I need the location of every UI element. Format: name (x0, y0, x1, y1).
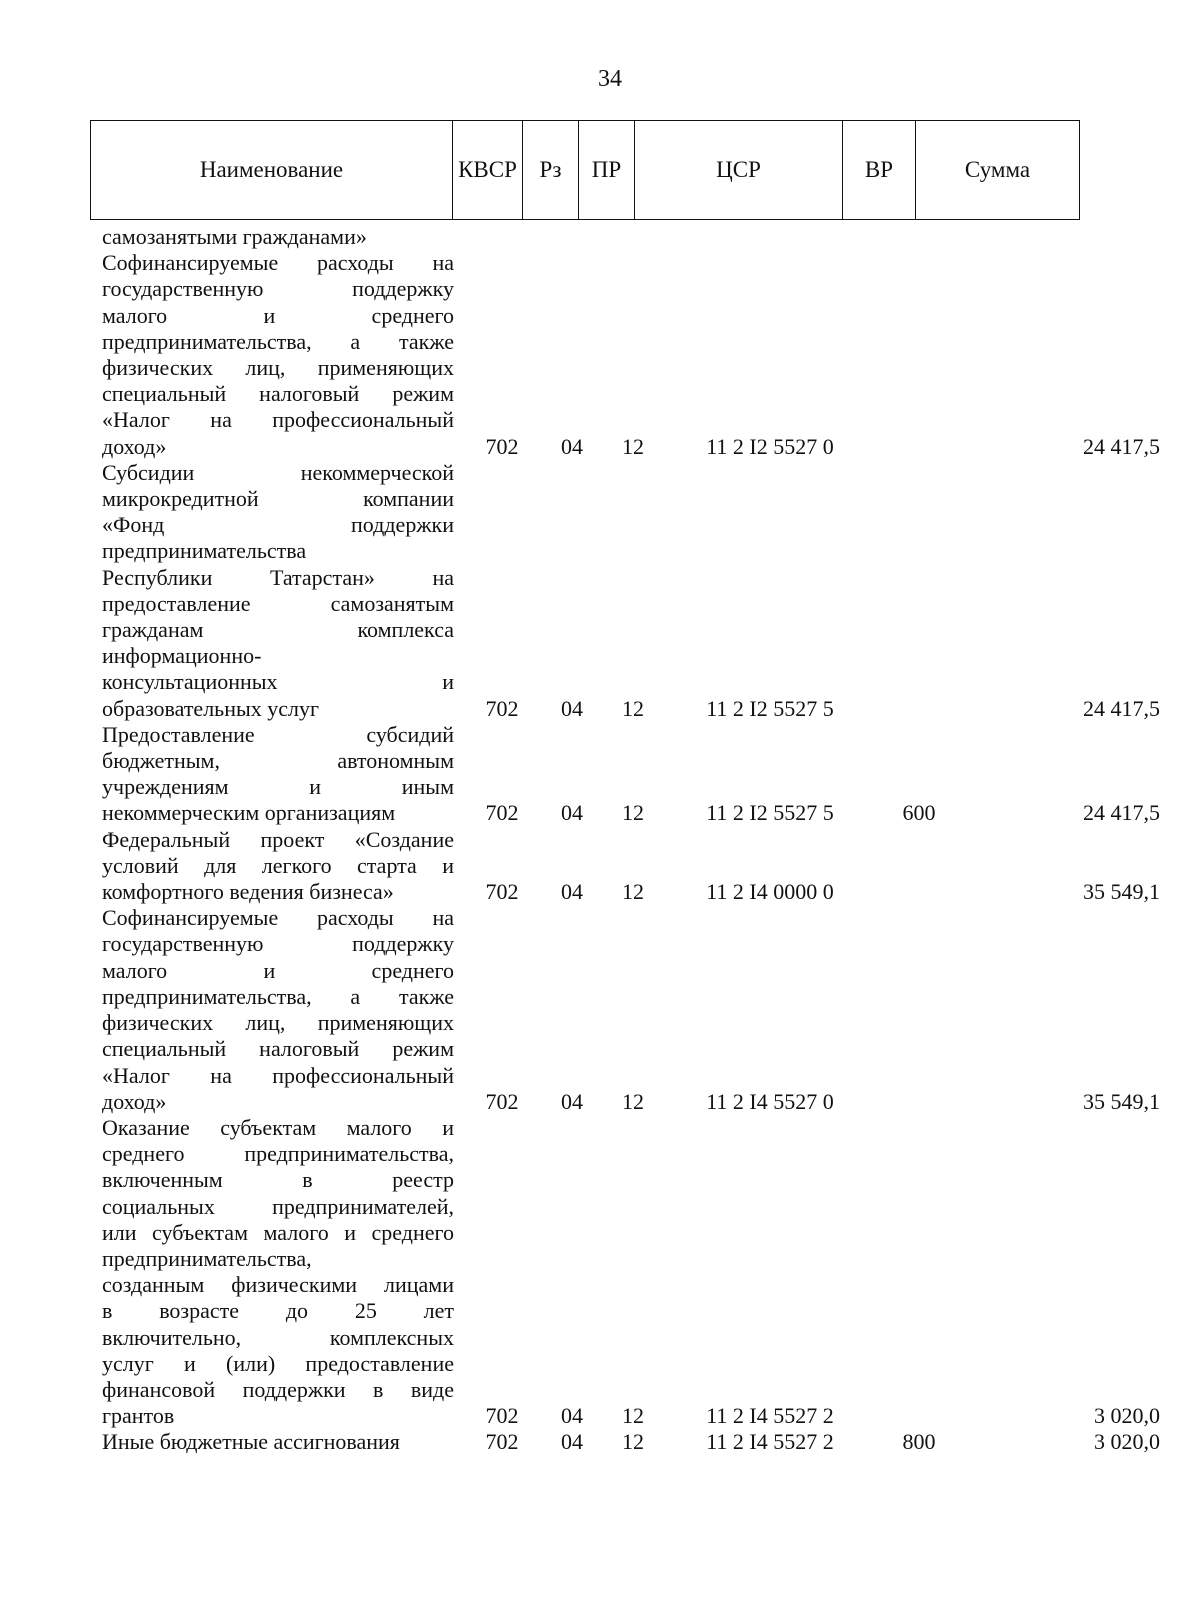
row-pr: 12 (622, 1403, 644, 1429)
row-name-line: среднего предпринимательства, (102, 1141, 454, 1167)
row-csr: 11 2 I4 5527 0 (706, 1088, 834, 1114)
row-rz: 04 (561, 695, 583, 721)
row-name-line: условий для легкого старта и (102, 852, 454, 878)
row-name-line: малого и среднего (102, 302, 454, 328)
row-name-line: предпринимательства (102, 538, 307, 564)
row-name-line: Иные бюджетные ассигнования (102, 1429, 400, 1455)
row-name-line: грантов (102, 1403, 175, 1429)
row-name-line: гражданам комплекса (102, 617, 454, 643)
row-csr: 11 2 I2 5527 5 (706, 695, 834, 721)
row-rz: 04 (561, 433, 583, 459)
row-name-line: услуг и (или) предоставление (102, 1350, 454, 1376)
row-name-line: специальный налоговый режим (102, 381, 454, 407)
row-pr: 12 (622, 879, 644, 905)
row-sum: 3 020,0 (1094, 1403, 1160, 1429)
row-csr: 11 2 I4 5527 2 (706, 1429, 834, 1455)
row-kvsr: 702 (485, 1429, 519, 1455)
row-kvsr: 702 (485, 433, 519, 459)
header-kvsr: КВСР (453, 121, 523, 219)
row-name-line: доход» (102, 1088, 167, 1114)
row-kvsr: 702 (485, 1403, 519, 1429)
row-name (102, 722, 454, 827)
row-name-line: предпринимательства, (102, 1245, 312, 1271)
row-name-line: предпринимательства, а также (102, 983, 454, 1009)
row-csr: 11 2 I2 5527 5 (706, 800, 834, 826)
row-name-line: «Фонд поддержки (102, 512, 454, 538)
table-row (102, 905, 1160, 1115)
table-body (102, 224, 1160, 1456)
row-name-line: государственную поддержку (102, 931, 454, 957)
row-sum: 24 417,5 (1083, 695, 1160, 721)
header-vr: ВР (843, 121, 916, 219)
row-name (102, 224, 454, 250)
row-rz: 04 (561, 879, 583, 905)
row-csr: 11 2 I2 5527 0 (706, 433, 834, 459)
table-row (102, 1429, 1160, 1455)
row-name-line: малого и среднего (102, 957, 454, 983)
row-name-line: комфортного ведения бизнеса» (102, 879, 394, 905)
row-sum: 3 020,0 (1094, 1429, 1160, 1455)
row-kvsr: 702 (485, 879, 519, 905)
table-header (90, 120, 1080, 220)
header-name: Наименование (91, 121, 453, 219)
row-name (102, 905, 454, 1115)
row-rz: 04 (561, 1088, 583, 1114)
row-name (102, 827, 454, 906)
row-pr: 12 (622, 800, 644, 826)
page-number: 34 (598, 66, 622, 92)
row-kvsr: 702 (485, 1088, 519, 1114)
row-sum: 35 549,1 (1083, 1088, 1160, 1114)
row-name-line: физических лиц, применяющих (102, 355, 454, 381)
row-name-line: предпринимательства, а также (102, 328, 454, 354)
row-name-line: Республики Татарстан» на (102, 564, 454, 590)
row-sum: 24 417,5 (1083, 433, 1160, 459)
row-name (102, 1115, 454, 1429)
row-pr: 12 (622, 695, 644, 721)
row-name-line: некоммерческим организациям (102, 800, 396, 826)
row-name (102, 460, 454, 722)
header-sum: Сумма (964, 157, 1031, 182)
table-row (102, 460, 1160, 722)
row-rz: 04 (561, 1403, 583, 1429)
row-name-line: государственную поддержку (102, 276, 454, 302)
row-name-line: «Налог на профессиональный (102, 1062, 454, 1088)
row-name-line: Оказание субъектам малого и (102, 1114, 454, 1140)
row-csr: 11 2 I4 5527 2 (706, 1403, 834, 1429)
table-row (102, 1115, 1160, 1429)
row-name-line: в возрасте до 25 лет (102, 1298, 454, 1324)
header-rz: Рз (523, 121, 579, 219)
row-sum: 35 549,1 (1083, 879, 1160, 905)
row-vr: 600 (902, 800, 936, 826)
row-name-line: доход» (102, 433, 167, 459)
header-pr: ПР (579, 121, 635, 219)
row-csr: 11 2 I4 0000 0 (706, 879, 834, 905)
row-name-line: учреждениям и иным (102, 774, 454, 800)
row-pr: 12 (622, 433, 644, 459)
row-name (102, 1429, 454, 1455)
row-rz: 04 (561, 800, 583, 826)
table-row (102, 250, 1160, 460)
row-name-line: специальный налоговый режим (102, 1036, 454, 1062)
row-name-line: самозанятыми гражданами» (102, 224, 367, 249)
row-rz: 04 (561, 1429, 583, 1455)
row-name-line: консультационных и (102, 669, 454, 695)
row-name-line: включительно, комплексных (102, 1324, 454, 1350)
row-pr: 12 (622, 1088, 644, 1114)
row-name-line: Софинансируемые расходы на (102, 905, 454, 931)
row-name-line: Софинансируемые расходы на (102, 250, 454, 276)
row-name-line: или субъектам малого и среднего (102, 1219, 454, 1245)
row-name-line: Субсидии некоммерческой (102, 459, 454, 485)
row-name-line: бюджетным, автономным (102, 748, 454, 774)
row-pr: 12 (622, 1429, 644, 1455)
row-name-line: образовательных услуг (102, 695, 320, 721)
row-name-line: финансовой поддержки в виде (102, 1376, 454, 1402)
row-kvsr: 702 (485, 800, 519, 826)
row-name-line: включенным в реестр (102, 1167, 454, 1193)
table-row (102, 722, 1160, 827)
row-name-line: информационно- (102, 643, 262, 669)
row-sum: 24 417,5 (1083, 800, 1160, 826)
row-name-line: Федеральный проект «Создание (102, 826, 454, 852)
table-row (102, 827, 1160, 906)
row-name-line: физических лиц, применяющих (102, 1010, 454, 1036)
row-name-line: предоставление самозанятым (102, 590, 454, 616)
row-vr: 800 (902, 1429, 936, 1455)
row-name-line: «Налог на профессиональный (102, 407, 454, 433)
row-name-line: микрокредитной компании (102, 486, 454, 512)
row-name-line: Предоставление субсидий (102, 721, 454, 747)
header-csr: ЦСР (635, 121, 843, 219)
row-kvsr: 702 (485, 695, 519, 721)
row-name-line: социальных предпринимателей, (102, 1193, 454, 1219)
table-row (102, 224, 1160, 250)
row-name (102, 250, 454, 460)
row-name-line: созданным физическими лицами (102, 1272, 454, 1298)
